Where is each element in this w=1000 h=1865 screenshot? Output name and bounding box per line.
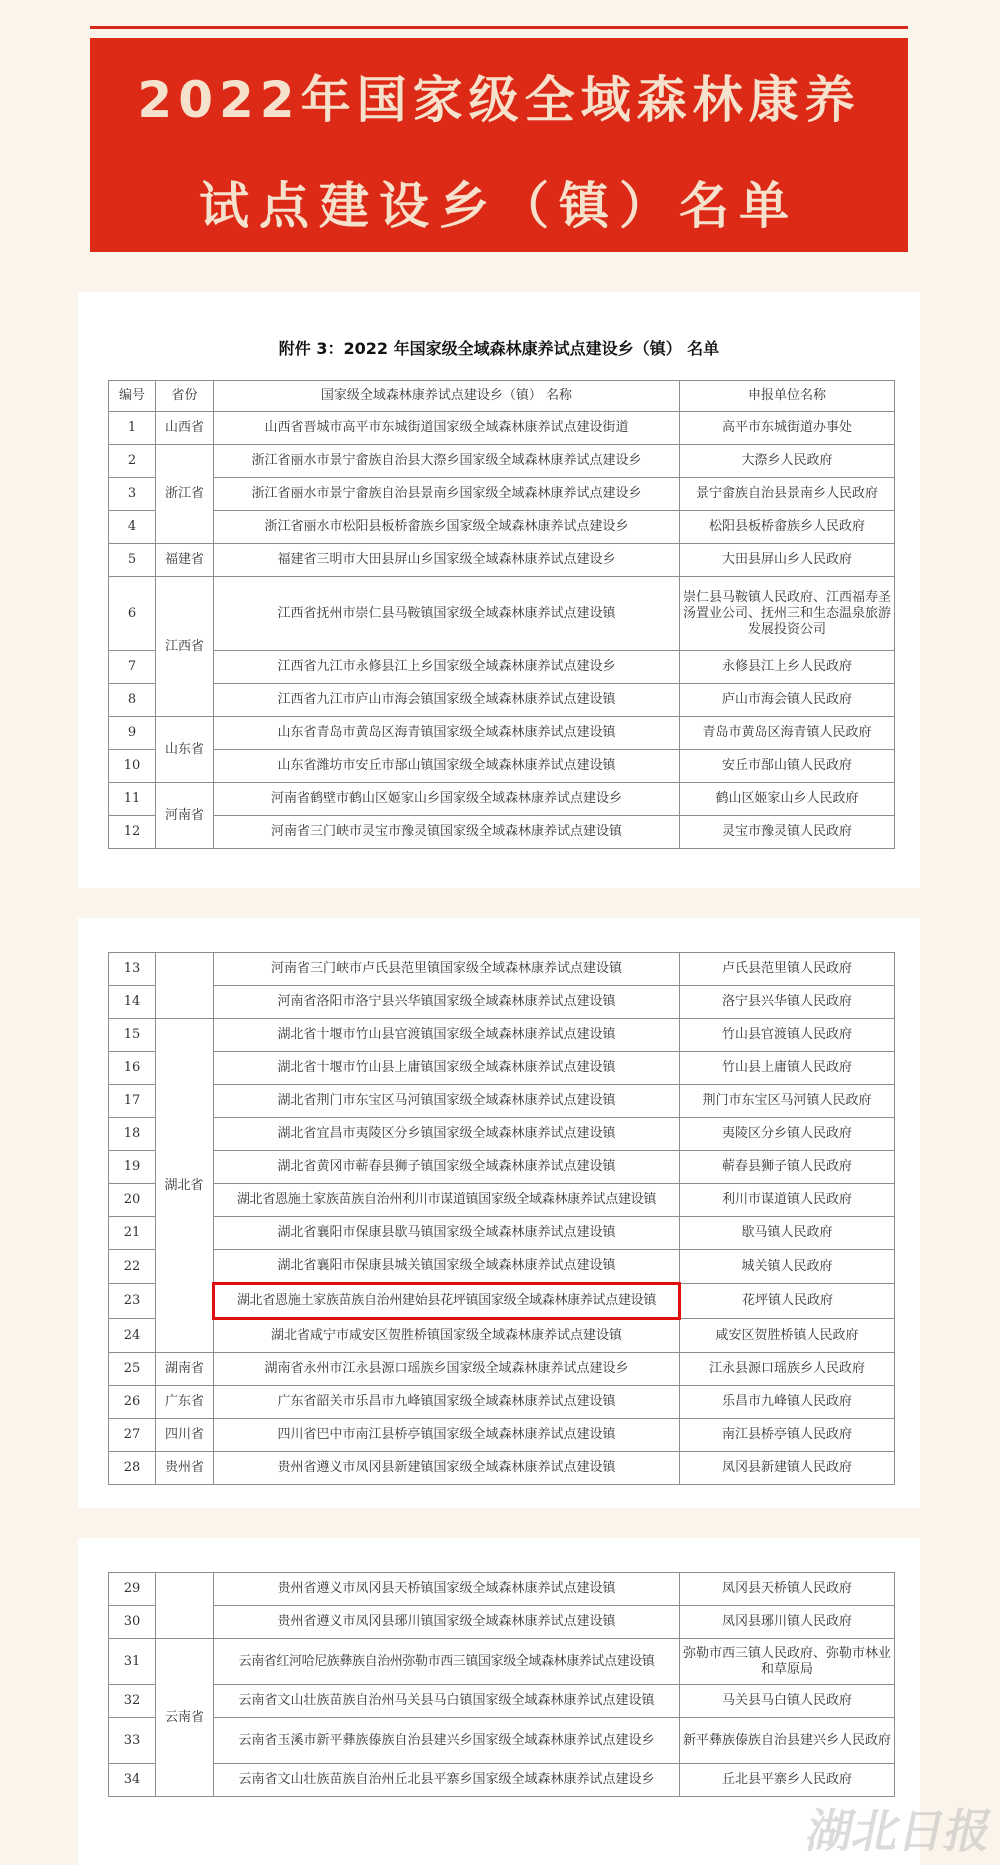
applicant-unit-cell: 花坪镇人民政府	[680, 1284, 895, 1319]
province-cell: 山西省	[156, 412, 214, 445]
table-row	[109, 1217, 895, 1250]
row-number: 7	[109, 651, 156, 684]
table-row	[109, 1052, 895, 1085]
town-name-cell: 江西省九江市庐山市海会镇国家级全域森林康养试点建设镇	[214, 684, 680, 717]
province-cell: 浙江省	[156, 445, 214, 544]
table-row	[109, 1085, 895, 1118]
row-number: 30	[109, 1606, 156, 1639]
applicant-unit-cell: 崇仁县马鞍镇人民政府、江西福寿圣汤置业公司、抚州三和生态温泉旅游发展投资公司	[680, 577, 895, 651]
town-name-cell: 湖北省十堰市竹山县上庸镇国家级全域森林康养试点建设镇	[214, 1052, 680, 1085]
town-name-cell: 湖北省襄阳市保康县歇马镇国家级全域森林康养试点建设镇	[214, 1217, 680, 1250]
applicant-unit-cell: 景宁畲族自治县景南乡人民政府	[680, 478, 895, 511]
applicant-unit-cell: 凤冈县琊川镇人民政府	[680, 1606, 895, 1639]
applicant-unit-cell: 夷陵区分乡镇人民政府	[680, 1118, 895, 1151]
pilot-town-table	[108, 1572, 895, 1797]
row-number: 33	[109, 1718, 156, 1764]
applicant-unit-cell: 凤冈县新建镇人民政府	[680, 1452, 895, 1485]
table-row	[109, 1250, 895, 1284]
town-name-cell: 山东省潍坊市安丘市郚山镇国家级全域森林康养试点建设镇	[214, 750, 680, 783]
table-row	[109, 783, 895, 816]
table-row-highlighted	[109, 1284, 895, 1319]
province-cell	[156, 1573, 214, 1639]
row-number: 1	[109, 412, 156, 445]
header-applicant-unit: 申报单位名称	[680, 381, 895, 412]
applicant-unit-cell: 马关县马白镇人民政府	[680, 1685, 895, 1718]
applicant-unit-cell: 大漈乡人民政府	[680, 445, 895, 478]
row-number: 29	[109, 1573, 156, 1606]
row-number: 17	[109, 1085, 156, 1118]
header-number: 编号	[109, 381, 156, 412]
town-name-cell: 福建省三明市大田县屏山乡国家级全域森林康养试点建设乡	[214, 544, 680, 577]
applicant-unit-cell: 咸安区贺胜桥镇人民政府	[680, 1319, 895, 1353]
table-row	[109, 1639, 895, 1685]
table-row	[109, 717, 895, 750]
town-name-cell: 河南省洛阳市洛宁县兴华镇国家级全域森林康养试点建设镇	[214, 986, 680, 1019]
table-row	[109, 1573, 895, 1606]
applicant-unit-cell: 蕲春县狮子镇人民政府	[680, 1151, 895, 1184]
applicant-unit-cell: 松阳县板桥畲族乡人民政府	[680, 511, 895, 544]
town-name-cell: 浙江省丽水市景宁畲族自治县大漈乡国家级全域森林康养试点建设乡	[214, 445, 680, 478]
row-number: 16	[109, 1052, 156, 1085]
applicant-unit-cell: 南江县桥亭镇人民政府	[680, 1419, 895, 1452]
applicant-unit-cell: 歇马镇人民政府	[680, 1217, 895, 1250]
applicant-unit-cell: 卢氏县范里镇人民政府	[680, 953, 895, 986]
row-number: 23	[109, 1284, 156, 1319]
town-name-cell: 湖北省咸宁市咸安区贺胜桥镇国家级全域森林康养试点建设镇	[214, 1319, 680, 1353]
applicant-unit-cell: 青岛市黄岛区海青镇人民政府	[680, 717, 895, 750]
row-number: 9	[109, 717, 156, 750]
applicant-unit-cell: 庐山市海会镇人民政府	[680, 684, 895, 717]
town-name-cell: 云南省红河哈尼族彝族自治州弥勒市西三镇国家级全域森林康养试点建设镇	[214, 1639, 680, 1685]
town-name-cell: 湖南省永州市江永县源口瑶族乡国家级全域森林康养试点建设乡	[214, 1353, 680, 1386]
applicant-unit-cell: 竹山县上庸镇人民政府	[680, 1052, 895, 1085]
province-cell: 福建省	[156, 544, 214, 577]
town-name-cell: 河南省三门峡市灵宝市豫灵镇国家级全域森林康养试点建设镇	[214, 816, 680, 849]
table-row	[109, 1184, 895, 1217]
applicant-unit-cell: 荆门市东宝区马河镇人民政府	[680, 1085, 895, 1118]
document-page-2	[78, 918, 920, 1508]
town-name-cell: 云南省玉溪市新平彝族傣族自治县建兴乡国家级全域森林康养试点建设乡	[214, 1718, 680, 1764]
row-number: 15	[109, 1019, 156, 1052]
applicant-unit-cell: 灵宝市豫灵镇人民政府	[680, 816, 895, 849]
banner-title-line-1: 2022年国家级全域森林康养	[137, 71, 861, 129]
province-cell: 贵州省	[156, 1452, 214, 1485]
highlighted-town-name-cell: 湖北省恩施土家族苗族自治州建始县花坪镇国家级全域森林康养试点建设镇	[214, 1284, 680, 1319]
row-number: 12	[109, 816, 156, 849]
province-cell: 湖南省	[156, 1353, 214, 1386]
town-name-cell: 山东省青岛市黄岛区海青镇国家级全域森林康养试点建设镇	[214, 717, 680, 750]
row-number: 3	[109, 478, 156, 511]
table-row	[109, 1319, 895, 1353]
table-row	[109, 544, 895, 577]
town-name-cell: 湖北省十堰市竹山县官渡镇国家级全域森林康养试点建设镇	[214, 1019, 680, 1052]
province-cell	[156, 953, 214, 1019]
town-name-cell: 贵州省遵义市凤冈县新建镇国家级全域森林康养试点建设镇	[214, 1452, 680, 1485]
town-name-cell: 浙江省丽水市景宁畲族自治县景南乡国家级全域森林康养试点建设乡	[214, 478, 680, 511]
table-row	[109, 1118, 895, 1151]
town-name-cell: 湖北省恩施土家族苗族自治州利川市谋道镇国家级全域森林康养试点建设镇	[214, 1184, 680, 1217]
town-name-cell: 江西省抚州市崇仁县马鞍镇国家级全域森林康养试点建设镇	[214, 577, 680, 651]
table-row	[109, 1606, 895, 1639]
row-number: 34	[109, 1764, 156, 1797]
pilot-town-table	[108, 952, 895, 1485]
row-number: 27	[109, 1419, 156, 1452]
applicant-unit-cell: 竹山县官渡镇人民政府	[680, 1019, 895, 1052]
row-number: 13	[109, 953, 156, 986]
banner-title-line-2: 试点建设乡（镇）名单	[199, 177, 799, 235]
row-number: 19	[109, 1151, 156, 1184]
table-row	[109, 750, 895, 783]
town-name-cell: 广东省韶关市乐昌市九峰镇国家级全域森林康养试点建设镇	[214, 1386, 680, 1419]
applicant-unit-cell: 永修县江上乡人民政府	[680, 651, 895, 684]
applicant-unit-cell: 安丘市郚山镇人民政府	[680, 750, 895, 783]
row-number: 24	[109, 1319, 156, 1353]
top-rule	[90, 26, 908, 29]
row-number: 8	[109, 684, 156, 717]
table-row	[109, 953, 895, 986]
town-name-cell: 江西省九江市永修县江上乡国家级全域森林康养试点建设乡	[214, 651, 680, 684]
document-title: 附件 3：2022 年国家级全域森林康养试点建设乡（镇） 名单	[278, 339, 720, 358]
row-number: 18	[109, 1118, 156, 1151]
province-cell: 广东省	[156, 1386, 214, 1419]
title-banner	[90, 38, 908, 252]
row-number: 28	[109, 1452, 156, 1485]
table-row	[109, 511, 895, 544]
row-number: 10	[109, 750, 156, 783]
table-row	[109, 816, 895, 849]
town-name-cell: 云南省文山壮族苗族自治州丘北县平寨乡国家级全域森林康养试点建设乡	[214, 1764, 680, 1797]
province-cell: 山东省	[156, 717, 214, 783]
table-row	[109, 684, 895, 717]
applicant-unit-cell: 利川市谋道镇人民政府	[680, 1184, 895, 1217]
row-number: 5	[109, 544, 156, 577]
applicant-unit-cell: 城关镇人民政府	[680, 1250, 895, 1284]
row-number: 32	[109, 1685, 156, 1718]
town-name-cell: 河南省鹤壁市鹤山区姬家山乡国家级全域森林康养试点建设乡	[214, 783, 680, 816]
applicant-unit-cell: 高平市东城街道办事处	[680, 412, 895, 445]
town-name-cell: 贵州省遵义市凤冈县天桥镇国家级全域森林康养试点建设镇	[214, 1573, 680, 1606]
applicant-unit-cell: 新平彝族傣族自治县建兴乡人民政府	[680, 1718, 895, 1764]
row-number: 6	[109, 577, 156, 651]
town-name-cell: 云南省文山壮族苗族自治州马关县马白镇国家级全域森林康养试点建设镇	[214, 1685, 680, 1718]
town-name-cell: 浙江省丽水市松阳县板桥畲族乡国家级全域森林康养试点建设乡	[214, 511, 680, 544]
town-name-cell: 湖北省宜昌市夷陵区分乡镇国家级全域森林康养试点建设镇	[214, 1118, 680, 1151]
row-number: 4	[109, 511, 156, 544]
row-number: 20	[109, 1184, 156, 1217]
province-cell: 江西省	[156, 577, 214, 717]
header-province: 省份	[156, 381, 214, 412]
table-row	[109, 1151, 895, 1184]
table-row	[109, 577, 895, 651]
applicant-unit-cell: 大田县屏山乡人民政府	[680, 544, 895, 577]
row-number: 26	[109, 1386, 156, 1419]
applicant-unit-cell: 弥勒市西三镇人民政府、弥勒市林业和草原局	[680, 1639, 895, 1685]
town-name-cell: 四川省巴中市南江县桥亭镇国家级全域森林康养试点建设镇	[214, 1419, 680, 1452]
province-cell: 四川省	[156, 1419, 214, 1452]
row-number: 14	[109, 986, 156, 1019]
table-row	[109, 478, 895, 511]
applicant-unit-cell: 洛宁县兴华镇人民政府	[680, 986, 895, 1019]
town-name-cell: 山西省晋城市高平市东城街道国家级全域森林康养试点建设街道	[214, 412, 680, 445]
newspaper-watermark: 湖北日报	[801, 1804, 998, 1858]
table-row	[109, 1386, 895, 1419]
province-cell: 云南省	[156, 1639, 214, 1797]
document-page-1	[78, 292, 920, 888]
table-row	[109, 445, 895, 478]
table-row	[109, 986, 895, 1019]
town-name-cell: 湖北省襄阳市保康县城关镇国家级全域森林康养试点建设镇	[214, 1250, 680, 1284]
document-page-3	[78, 1538, 920, 1865]
applicant-unit-cell: 江永县源口瑶族乡人民政府	[680, 1353, 895, 1386]
header-town-name: 国家级全域森林康养试点建设乡（镇） 名称	[214, 381, 680, 412]
table-row	[109, 412, 895, 445]
row-number: 21	[109, 1217, 156, 1250]
table-row	[109, 1718, 895, 1764]
table-row	[109, 1019, 895, 1052]
town-name-cell: 湖北省黄冈市蕲春县狮子镇国家级全域森林康养试点建设镇	[214, 1151, 680, 1184]
table-row	[109, 1764, 895, 1797]
applicant-unit-cell: 丘北县平寨乡人民政府	[680, 1764, 895, 1797]
row-number: 11	[109, 783, 156, 816]
table-row	[109, 1452, 895, 1485]
town-name-cell: 河南省三门峡市卢氏县范里镇国家级全域森林康养试点建设镇	[214, 953, 680, 986]
province-cell: 湖北省	[156, 1019, 214, 1353]
applicant-unit-cell: 凤冈县天桥镇人民政府	[680, 1573, 895, 1606]
table-row	[109, 1685, 895, 1718]
table-row	[109, 1419, 895, 1452]
applicant-unit-cell: 乐昌市九峰镇人民政府	[680, 1386, 895, 1419]
table-header-row	[109, 381, 895, 412]
applicant-unit-cell: 鹤山区姬家山乡人民政府	[680, 783, 895, 816]
pilot-town-table	[108, 380, 895, 849]
table-row	[109, 1353, 895, 1386]
town-name-cell: 贵州省遵义市凤冈县琊川镇国家级全域森林康养试点建设镇	[214, 1606, 680, 1639]
row-number: 2	[109, 445, 156, 478]
province-cell: 河南省	[156, 783, 214, 849]
town-name-cell: 湖北省荆门市东宝区马河镇国家级全域森林康养试点建设镇	[214, 1085, 680, 1118]
table-row	[109, 651, 895, 684]
row-number: 22	[109, 1250, 156, 1284]
row-number: 31	[109, 1639, 156, 1685]
row-number: 25	[109, 1353, 156, 1386]
